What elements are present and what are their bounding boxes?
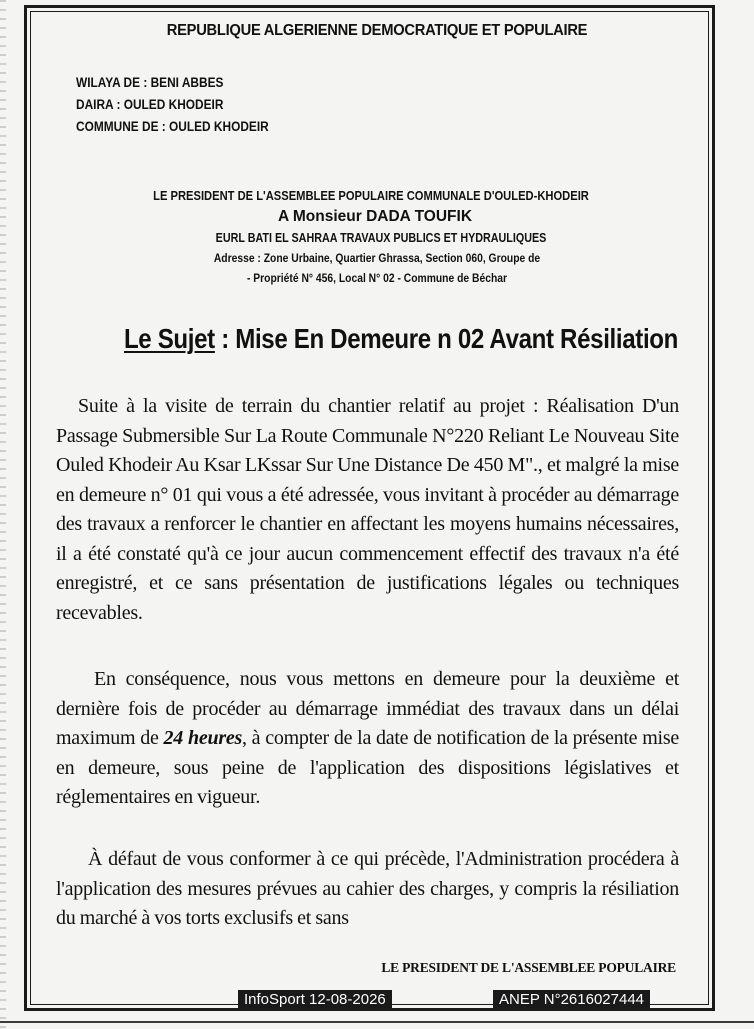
subject-heading <box>77 323 725 355</box>
republic-heading: REPUBLIQUE ALGERIENNE DEMOCRATIQUE ET POPULAIRE <box>166 22 588 39</box>
bottom-divider <box>0 1021 754 1023</box>
body-paragraph-1: Suite à la visite de terrain du chantier relatif au projet : Réalisation D'un Passage Submersible Sur La Route Communale N°220 Reliant Le Nouveau Site Ouled Khodeir Au Ksar LKssar Sur Une Distance De 450 M"., et malgré la mise en demeure n° 01 qui vous a été adressée, vous invitant à procéder au démarrage des travaux a renforcer le chantier en affectant les moyens humains nécessaires, il a été constaté qu'à ce jour aucun commencement effectif des travaux n'a été enregistré, et ce sans présentation de justifications légales ou techniques recevables. <box>56 395 679 624</box>
body-paragraph-2 <box>56 665 679 813</box>
anep-number-badge: ANEP N°2616027444 <box>493 990 650 1010</box>
signature-line: LE PRESIDENT DE L'ASSEMBLEE POPULAIRE <box>381 960 676 975</box>
subject-text: Mise En Demeure n 02 Avant Résiliation <box>235 323 679 354</box>
deadline-emphasis: 24 heures <box>163 727 243 749</box>
recipient-name: A Monsieur DADA TOUFIK <box>277 208 473 225</box>
paragraph-2-text-end: , à compter de la date de notification de la présente mise en demeure, sous peine de l'application des dispositions législatives et réglementaires en vigueur. <box>56 727 679 808</box>
wilaya-line: WILAYA DE : BENI ABBES <box>76 75 224 90</box>
administrative-info <box>76 72 269 138</box>
body-paragraph-3: À défaut de vous conformer à ce qui précède, l'Administration procédera à l'application des mesures prévues au cahier des charges, y compris la résiliation du marché à vos torts exclusifs et sans <box>56 848 679 929</box>
recipient-address-line-2: - Propriété N° 456, Local N° 02 - Commune de Béchar <box>246 271 508 285</box>
commune-line: COMMUNE DE : OULED KHODEIR <box>76 119 269 134</box>
recipient-block <box>0 186 754 288</box>
paragraph-2-text-start: En conséquence, nous vous mettons en demeure pour la deuxième et dernière fois de procéder au démarrage immédiat des travaux dans un délai maximum de <box>56 668 679 749</box>
subject-label: Le Sujet <box>123 323 215 354</box>
page-edge-marks <box>0 0 6 1029</box>
recipient-company: EURL BATI EL SAHRAA TRAVAUX PUBLICS ET HYDRAULIQUES <box>215 231 547 245</box>
recipient-address-line-1: Adresse : Zone Urbaine, Quartier Ghrassa, Section 060, Groupe de <box>213 251 541 265</box>
source-date-badge: InfoSport 12-08-2026 <box>238 990 392 1010</box>
daira-line: DAIRA : OULED KHODEIR <box>76 97 224 112</box>
subject-separator: : <box>214 323 236 354</box>
president-title: LE PRESIDENT DE L'ASSEMBLEE POPULAIRE COMMUNALE D'OULED-KHODEIR <box>153 188 589 203</box>
